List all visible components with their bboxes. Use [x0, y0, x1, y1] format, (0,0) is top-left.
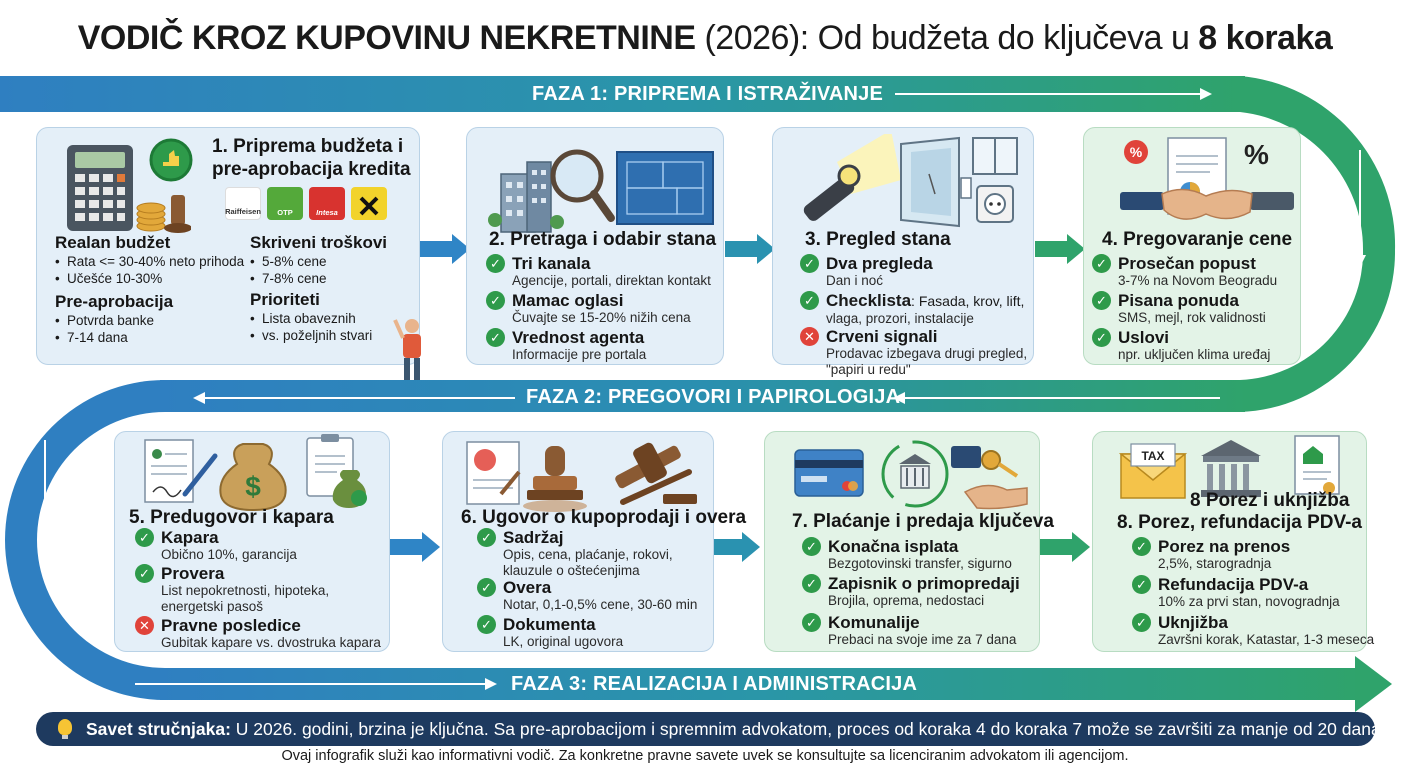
step8-card: [1092, 431, 1375, 652]
step3-title: 3. Pregled stana: [805, 229, 951, 250]
check-icon: ✓: [486, 291, 505, 310]
expert-tip-bar: [36, 712, 1386, 746]
check-icon: ✓: [1132, 613, 1151, 632]
check-icon: ✓: [135, 528, 154, 547]
check-icon: ✓: [1132, 537, 1151, 556]
disclaimer-footer: Ovaj infografik služi kao informativni vodič. Za konkretne pravne savete uvek se konsultujte sa licenciranim advokatom ili agencijom.: [281, 748, 1129, 764]
step4-title: 4. Pregovaranje cene: [1102, 229, 1293, 250]
step2-item-agent-value: ✓ Vrednost agenta Informacije pre portala: [512, 328, 646, 363]
tax-label: TAX: [1141, 449, 1165, 463]
step6-item-content: ✓ Sadržaj Opis, cena, plaćanje, rokovi, klauzule o oštećenjima: [503, 528, 673, 579]
check-icon: ✓: [1092, 291, 1111, 310]
svg-text:$: $: [245, 471, 261, 502]
step1-card: [36, 127, 420, 365]
check-icon: ✓: [802, 574, 821, 593]
check-icon: ✓: [800, 291, 819, 310]
notary-stamp-gavel-icon: [463, 436, 713, 514]
bank-logo-intesa: Intesa: [309, 187, 345, 220]
handshake-deal-icon: [1120, 134, 1300, 230]
step1-group-budget: Realan budžet • Rata <= 30-40% neto prihoda • Učešće 10-30%: [55, 233, 244, 287]
step6-item-certification: ✓ Overa Notar, 0,1-0,5% cene, 30-60 min: [503, 578, 697, 613]
bank-logo-otp: OTP: [267, 187, 303, 220]
step7-title: 7. Plaćanje i predaja ključeva: [792, 511, 1054, 532]
step7-item-utilities: ✓ Komunalije Prebaci na svoje ime za 7 dana: [828, 613, 1016, 648]
step3-item-red-flags: ✕ Crveni signali Prodavac izbegava drugi pregled, "papiri u redu": [826, 327, 1027, 378]
check-icon: ✓: [486, 328, 505, 347]
step6-card: [442, 431, 747, 652]
bank-logo-raiffeisen: Raiffeisen: [225, 187, 261, 220]
check-icon: ✓: [802, 613, 821, 632]
step8-title-line1: 8 Porez i uknjižba: [1190, 490, 1350, 511]
step2-item-channels: ✓ Tri kanala Agencije, portali, direktan kontakt: [512, 254, 711, 289]
check-icon: ✓: [477, 578, 496, 597]
step7-card: [764, 431, 1054, 652]
check-icon: ✓: [135, 564, 154, 583]
check-icon: ✓: [1092, 328, 1111, 347]
raiffeisen-cross-icon: [358, 195, 380, 217]
cross-icon: ✕: [800, 327, 819, 346]
expert-tip-label: Savet stručnjaka:: [86, 719, 231, 739]
step4-item-conditions: ✓ Uslovi npr. uključen klima uređaj: [1118, 328, 1270, 363]
step4-item-written-offer: ✓ Pisana ponuda SMS, mejl, rok validnosti: [1118, 291, 1266, 326]
step8-item-transfer-tax: ✓ Porez na prenos 2,5%, starogradnja: [1158, 537, 1290, 572]
city-search-icon: [487, 142, 717, 234]
page-title: VODIČ KROZ KUPOVINU NEKRETNINE (2026): Od budžeta do ključeva u 8 koraka: [77, 19, 1333, 57]
step8-item-vat-refund: ✓ Refundacija PDV-a 10% za prvi stan, novogradnja: [1158, 575, 1340, 610]
step5-item-verification: ✓ Provera List nepokretnosti, hipoteka, energetski pasoš: [161, 564, 329, 615]
cross-icon: ✕: [135, 616, 154, 635]
step1-group-preapproval: Pre-aprobacija • Potvrda banke • 7-14 dana: [55, 292, 173, 346]
step3-item-two-viewings: ✓ Dva pregleda Dan i noć: [826, 254, 933, 289]
approval-seal-icon: [147, 136, 195, 184]
check-icon: ✓: [477, 615, 496, 634]
check-icon: ✓: [1092, 254, 1111, 273]
step5-item-legal-consequences: ✕ Pravne posledice Gubitak kapare vs. dvostruka kapara: [161, 616, 381, 651]
expert-tip-text: U 2026. godini, brzina je ključna. Sa pre-aprobacijom i spremnim advokatom, proces od koraka 4 do koraka 7 može se završiti za manje od 20 dana.: [230, 719, 1386, 739]
check-icon: ✓: [802, 537, 821, 556]
step3-card: [772, 127, 1034, 377]
step2-card: [466, 127, 724, 365]
check-icon: ✓: [486, 254, 505, 273]
step5-item-deposit: ✓ Kapara Obično 10%, garancija: [161, 528, 297, 563]
check-icon: ✓: [800, 254, 819, 273]
phase3-label: FAZA 3: REALIZACIJA I ADMINISTRACIJA: [511, 673, 918, 695]
step4-card: [1083, 127, 1301, 365]
person-waving-icon: [392, 316, 432, 382]
step5-title: 5. Predugovor i kapara: [129, 507, 334, 528]
phase1-label: FAZA 1: PRIPREMA I ISTRAŽIVANJE: [532, 83, 884, 105]
svg-text:%: %: [1244, 139, 1269, 170]
check-icon: ✓: [477, 528, 496, 547]
step1-group-hidden-costs: Skriveni troškovi • 5-8% cene • 7-8% cene: [250, 233, 387, 287]
contract-money-icon: [137, 434, 377, 512]
step6-item-documents: ✓ Dokumenta LK, original ugovora: [503, 615, 623, 650]
payment-keys-icon: [791, 436, 1037, 512]
step8-title-line2: 8. Porez, refundacija PDV-a: [1117, 512, 1362, 533]
step3-item-checklist: ✓ Checklista: Fasada, krov, lift, vlaga, prozori, instalacije: [826, 291, 1024, 327]
step4-item-avg-discount: ✓ Prosečan popust 3-7% na Novom Beogradu: [1118, 254, 1277, 289]
step1-group-priorities: Prioriteti • Lista obaveznih • vs. poželjnih stvari: [250, 290, 372, 344]
step2-item-bait-ads: ✓ Mamac oglasi Čuvajte se 15-20% nižih cena: [512, 291, 691, 326]
percent-icon: %: [1129, 144, 1143, 160]
bank-logo-raiffeisen-yellow: [351, 187, 387, 220]
step2-title: 2. Pretraga i odabir stana: [489, 229, 717, 250]
step7-item-final-payment: ✓ Konačna isplata Bezgotovinski transfer, sigurno: [828, 537, 1012, 572]
flashlight-inspection-icon: [791, 134, 1031, 234]
phase3-arrowhead: [1355, 656, 1392, 712]
step7-item-handover-record: ✓ Zapisnik o primopredaji Brojila, oprema, nedostaci: [828, 574, 1020, 609]
step8-item-registration: ✓ Uknjižba Završni korak, Katastar, 1-3 meseca: [1158, 613, 1374, 648]
step6-title: 6. Ugovor o kupoprodaji i overa: [461, 507, 747, 528]
step1-title-line1: 1. Priprema budžeta i: [212, 136, 404, 157]
phase2-label: FAZA 2: PREGOVORI I PAPIROLOGIJA: [526, 386, 901, 408]
step5-card: [114, 431, 390, 652]
lightbulb-icon: [58, 719, 72, 735]
check-icon: ✓: [1132, 575, 1151, 594]
step1-title-line2: pre-aprobacija kredita: [212, 159, 411, 180]
